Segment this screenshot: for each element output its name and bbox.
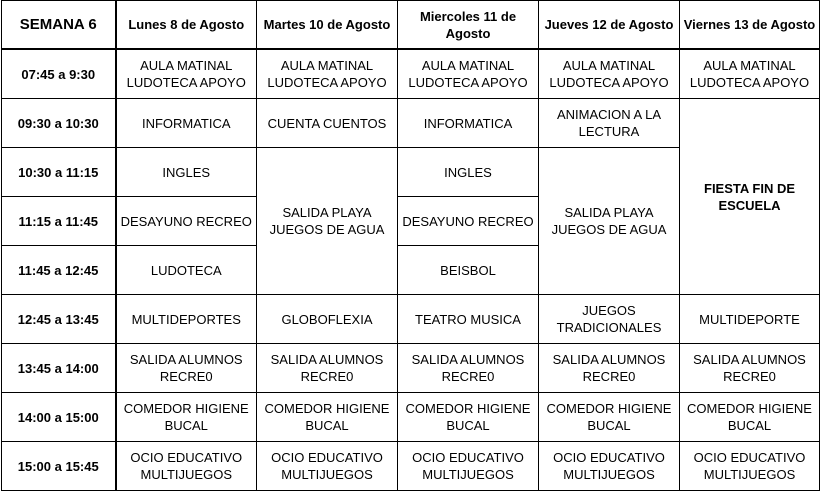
activity-cell: INGLES: [116, 148, 257, 197]
time-slot: 12:45 a 13:45: [2, 295, 116, 344]
activity-cell: CUENTA CUENTOS: [257, 99, 398, 148]
activity-cell-fiesta: FIESTA FIN DE ESCUELA: [680, 99, 820, 295]
activity-cell: MULTIDEPORTE: [680, 295, 820, 344]
activity-cell: JUEGOS TRADICIONALES: [539, 295, 680, 344]
activity-cell: OCIO EDUCATIVO MULTIJUEGOS: [257, 442, 398, 491]
activity-cell: OCIO EDUCATIVO MULTIJUEGOS: [680, 442, 820, 491]
time-slot: 15:00 a 15:45: [2, 442, 116, 491]
activity-cell: SALIDA ALUMNOS RECRE0: [398, 344, 539, 393]
activity-cell: AULA MATINAL LUDOTECA APOYO: [257, 49, 398, 99]
activity-cell: COMEDOR HIGIENE BUCAL: [116, 393, 257, 442]
time-slot: 07:45 a 9:30: [2, 49, 116, 99]
table-row: [2, 99, 820, 148]
activity-cell: SALIDA ALUMNOS RECRE0: [116, 344, 257, 393]
activity-cell: COMEDOR HIGIENE BUCAL: [539, 393, 680, 442]
time-slot: 09:30 a 10:30: [2, 99, 116, 148]
time-slot: 14:00 a 15:00: [2, 393, 116, 442]
activity-cell: BEISBOL: [398, 246, 539, 295]
header-row: [2, 1, 820, 50]
activity-cell: COMEDOR HIGIENE BUCAL: [398, 393, 539, 442]
activity-cell: OCIO EDUCATIVO MULTIJUEGOS: [539, 442, 680, 491]
day-header-miercoles: Miercoles 11 de Agosto: [398, 1, 539, 50]
activity-cell: AULA MATINAL LUDOTECA APOYO: [539, 49, 680, 99]
table-row: [2, 49, 820, 99]
activity-cell: DESAYUNO RECREO: [398, 197, 539, 246]
time-slot: 11:15 a 11:45: [2, 197, 116, 246]
activity-cell: AULA MATINAL LUDOTECA APOYO: [680, 49, 820, 99]
activity-cell: AULA MATINAL LUDOTECA APOYO: [398, 49, 539, 99]
table-row: [2, 295, 820, 344]
day-header-martes: Martes 10 de Agosto: [257, 1, 398, 50]
activity-cell: COMEDOR HIGIENE BUCAL: [257, 393, 398, 442]
activity-cell: TEATRO MUSICA: [398, 295, 539, 344]
day-header-lunes: Lunes 8 de Agosto: [116, 1, 257, 50]
day-header-jueves: Jueves 12 de Agosto: [539, 1, 680, 50]
day-header-viernes: Viernes 13 de Agosto: [680, 1, 820, 50]
week-label: SEMANA 6: [2, 1, 116, 50]
activity-cell: INGLES: [398, 148, 539, 197]
activity-cell: LUDOTECA: [116, 246, 257, 295]
table-row: [2, 442, 820, 491]
activity-cell: GLOBOFLEXIA: [257, 295, 398, 344]
activity-cell: SALIDA ALUMNOS RECRE0: [539, 344, 680, 393]
activity-cell: MULTIDEPORTES: [116, 295, 257, 344]
table-row: [2, 393, 820, 442]
activity-cell: OCIO EDUCATIVO MULTIJUEGOS: [398, 442, 539, 491]
time-slot: 10:30 a 11:15: [2, 148, 116, 197]
activity-cell-salida-playa: SALIDA PLAYA JUEGOS DE AGUA: [257, 148, 398, 295]
weekly-schedule-table: [1, 0, 820, 491]
time-slot: 13:45 a 14:00: [2, 344, 116, 393]
activity-cell: SALIDA ALUMNOS RECRE0: [680, 344, 820, 393]
table-row: [2, 344, 820, 393]
activity-cell: INFORMATICA: [116, 99, 257, 148]
activity-cell: INFORMATICA: [398, 99, 539, 148]
activity-cell-salida-playa: SALIDA PLAYA JUEGOS DE AGUA: [539, 148, 680, 295]
activity-cell: OCIO EDUCATIVO MULTIJUEGOS: [116, 442, 257, 491]
time-slot: 11:45 a 12:45: [2, 246, 116, 295]
activity-cell: SALIDA ALUMNOS RECRE0: [257, 344, 398, 393]
activity-cell: ANIMACION A LA LECTURA: [539, 99, 680, 148]
activity-cell: COMEDOR HIGIENE BUCAL: [680, 393, 820, 442]
activity-cell: AULA MATINAL LUDOTECA APOYO: [116, 49, 257, 99]
activity-cell: DESAYUNO RECREO: [116, 197, 257, 246]
